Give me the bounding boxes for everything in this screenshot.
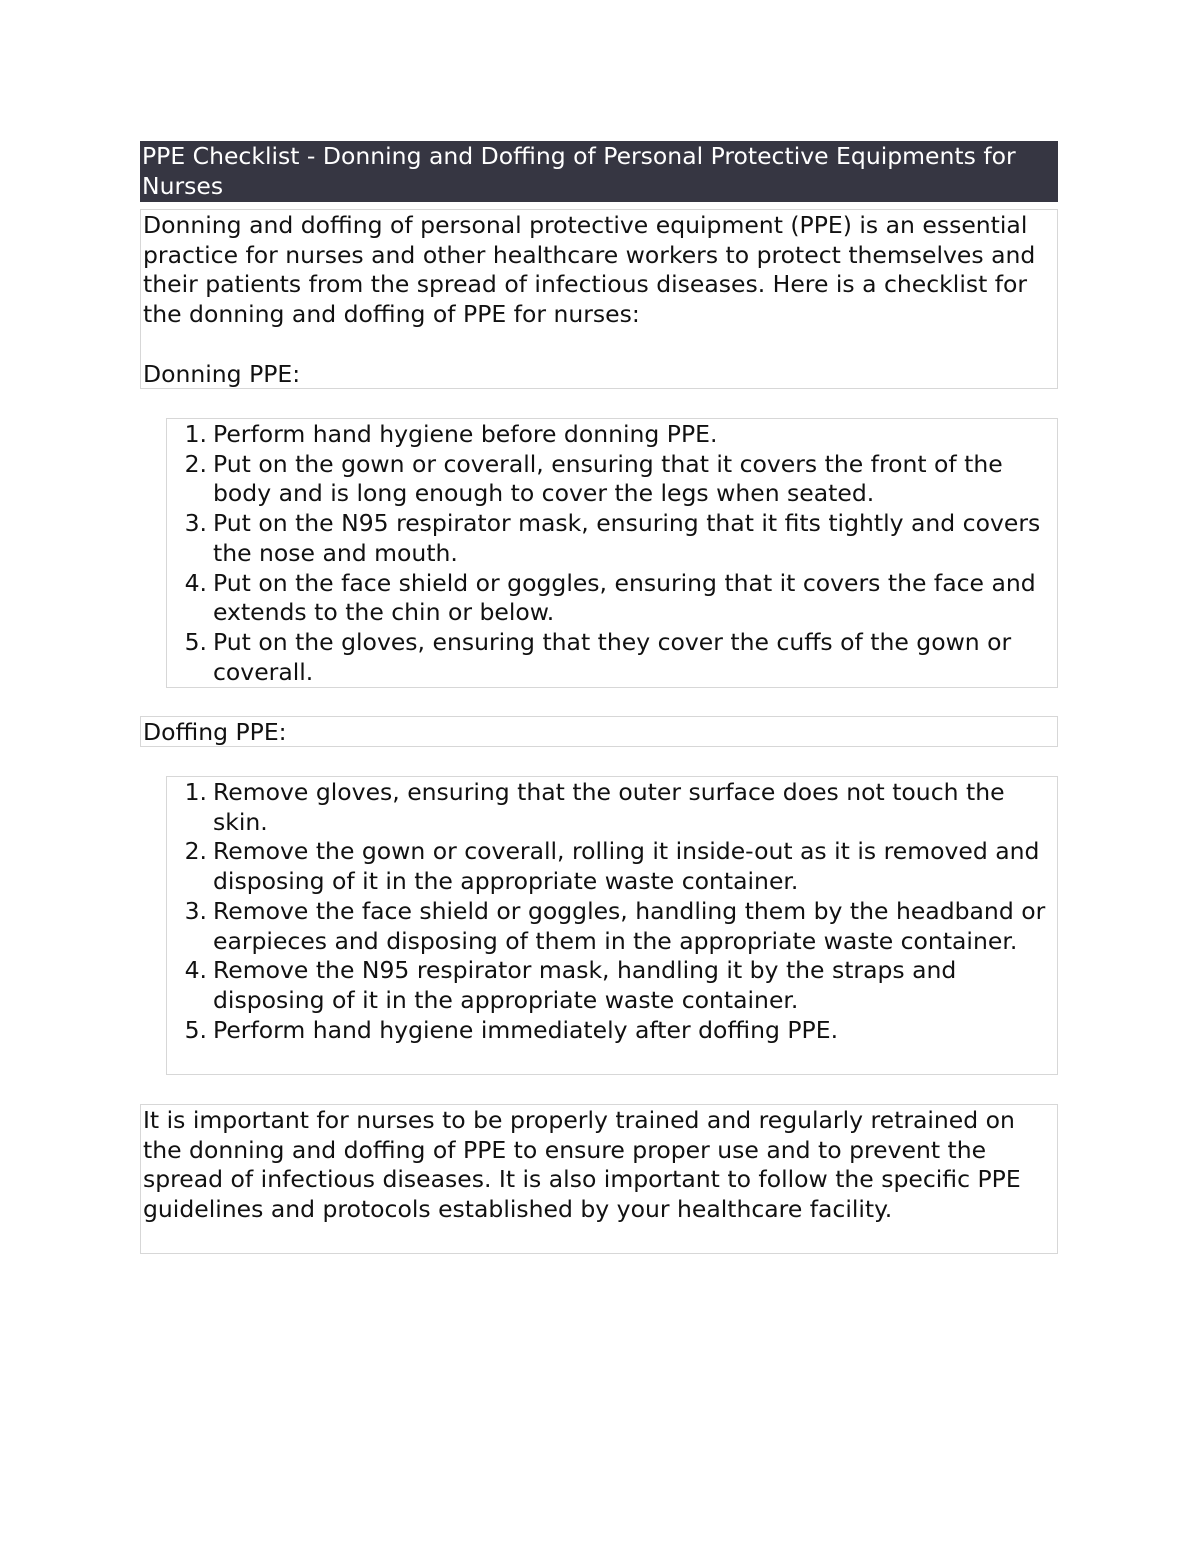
spacer [143,330,1055,360]
item-text: Remove the gown or coverall, rolling it inside-out as it is removed and disposing of it in the appropriate waste container. [213,837,1040,896]
item-text: Perform hand hygiene before donning PPE. [213,420,718,448]
item-text: Put on the N95 respirator mask, ensuring that it fits tightly and covers the nose and mouth. [213,509,1041,567]
doffing-heading: Doffing PPE: [143,718,287,746]
item-text: Remove gloves, ensuring that the outer surface does not touch the skin. [213,778,1005,836]
item-text: Remove the N95 respirator mask, handling it by the straps and disposing of it in the appropriate waste container. [213,956,957,1014]
list-item [184,896,1057,956]
list-item [184,449,1057,509]
list-item [184,1015,1057,1046]
list-item [184,778,1057,837]
item-number: 4. [184,568,207,597]
intro-section [140,209,1058,389]
item-number: 2. [184,449,207,478]
item-number: 3. [184,509,207,538]
list-item [184,627,1057,687]
item-number: 5. [184,1015,207,1044]
item-number: 4. [184,956,207,985]
list-item [184,837,1057,896]
document-title: PPE Checklist - Donning and Doffing of Personal Protective Equipments for Nurses [142,142,1016,200]
list-item [184,956,1057,1015]
item-text: Put on the gown or coverall, ensuring that it covers the front of the body and is long enough to cover the legs when seated. [213,449,1003,508]
donning-list-section [166,418,1058,688]
item-text: Remove the face shield or goggles, handling them by the headband or earpieces and disposing of them in the appropriate waste container. [213,896,1046,955]
list-item [184,420,1057,450]
doffing-heading-box [140,716,1058,747]
item-text: Put on the gloves, ensuring that they cover the cuffs of the gown or coverall. [213,627,1012,686]
doffing-list [167,777,1057,1045]
item-number: 2. [184,837,207,866]
doffing-list-section [166,776,1058,1075]
list-item [184,568,1057,628]
item-number: 3. [184,896,207,925]
donning-list [167,419,1057,687]
item-text: Perform hand hygiene immediately after doffing PPE. [213,1015,839,1044]
closing-paragraph: It is important for nurses to be properly trained and regularly retrained on the donning and doffing of PPE to ensure proper use and to prevent the spread of infectious diseases. It is also important to follow the specific PPE guidelines and protocols established by your healthcare facility. [143,1106,1021,1224]
item-number: 1. [184,778,207,806]
closing-section [140,1104,1058,1254]
donning-heading: Donning PPE: [143,359,301,388]
item-number: 5. [184,627,207,656]
list-item [184,509,1057,568]
intro-paragraph: Donning and doffing of personal protective equipment (PPE) is an essential practice for nurses and other healthcare workers to protect themselves and their patients from the spread of infectious diseases. Here is a checklist for the donning and doffing of PPE for nurses: [143,211,1036,329]
item-number: 1. [184,420,207,448]
item-text: Put on the face shield or goggles, ensuring that it covers the face and extends to the chin or below. [213,568,1036,627]
document-title-bar [140,141,1058,202]
